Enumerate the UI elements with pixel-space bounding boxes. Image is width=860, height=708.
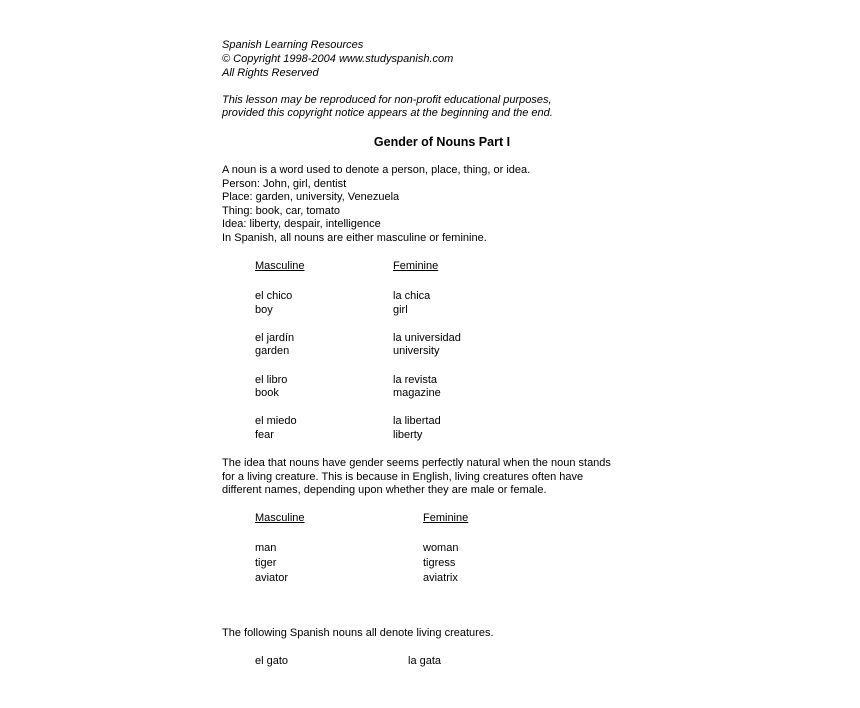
- table-row-feminine: magazine: [393, 387, 441, 399]
- table-row-feminine: la gata: [408, 655, 442, 667]
- table-row-feminine: la libertad: [393, 415, 441, 427]
- table-row-masculine: boy: [255, 304, 273, 316]
- header-line-1: Spanish Learning Resources: [222, 39, 364, 51]
- table-row-feminine: la revista: [393, 374, 438, 386]
- intro-line-5: Idea: liberty, despair, intelligence: [222, 218, 381, 230]
- table-row-masculine: book: [255, 387, 279, 399]
- table-row-feminine: girl: [393, 304, 408, 316]
- paragraph-2-line-2: for a living creature. This is because in English, living creatures often have: [222, 471, 584, 483]
- intro-line-4: Thing: book, car, tomato: [222, 205, 341, 217]
- intro-line-3: Place: garden, university, Venezuela: [222, 191, 400, 203]
- table-row-masculine: el chico: [255, 290, 293, 302]
- table-1-header-masculine: Masculine: [255, 260, 305, 272]
- table-row-masculine: fear: [255, 429, 274, 441]
- paragraph-2-line-3: different names, depending upon whether they are male or female.: [222, 484, 547, 496]
- table-row-feminine: liberty: [393, 429, 423, 441]
- table-row-masculine: el jardín: [255, 332, 295, 344]
- intro-line-6: In Spanish, all nouns are either masculine or feminine.: [222, 232, 487, 244]
- table-row-masculine: man: [255, 542, 277, 554]
- table-row-feminine: la universidad: [393, 332, 461, 344]
- page-title: Gender of Nouns Part I: [373, 135, 511, 149]
- table-row-feminine: la chica: [393, 290, 431, 302]
- table-row-feminine: tigress: [423, 557, 456, 569]
- paragraph-3-line-1: The following Spanish nouns all denote living creatures.: [222, 627, 494, 639]
- table-1-header-feminine: Feminine: [393, 260, 439, 272]
- table-2-header-feminine: Feminine: [423, 512, 469, 524]
- header-line-3: All Rights Reserved: [222, 67, 319, 79]
- table-2-header-masculine: Masculine: [255, 512, 305, 524]
- table-row-feminine: aviatrix: [423, 572, 458, 584]
- table-row-masculine: garden: [255, 345, 290, 357]
- table-row-masculine: el gato: [255, 655, 289, 667]
- table-row-feminine: university: [393, 345, 440, 357]
- intro-line-2: Person: John, girl, dentist: [222, 178, 347, 190]
- table-row-feminine: woman: [423, 542, 459, 554]
- notice-line-1: This lesson may be reproduced for non-profit educational purposes,: [222, 94, 552, 106]
- table-row-masculine: el libro: [255, 374, 288, 386]
- table-row-masculine: tiger: [255, 557, 277, 569]
- paragraph-2-line-1: The idea that nouns have gender seems perfectly natural when the noun stands: [222, 457, 611, 469]
- intro-line-1: A noun is a word used to denote a person, place, thing, or idea.: [222, 164, 531, 176]
- table-row-masculine: el miedo: [255, 415, 297, 427]
- notice-line-2: provided this copyright notice appears at the beginning and the end.: [222, 107, 553, 119]
- table-row-masculine: aviator: [255, 572, 289, 584]
- header-line-2: © Copyright 1998-2004 www.studyspanish.com: [222, 53, 454, 65]
